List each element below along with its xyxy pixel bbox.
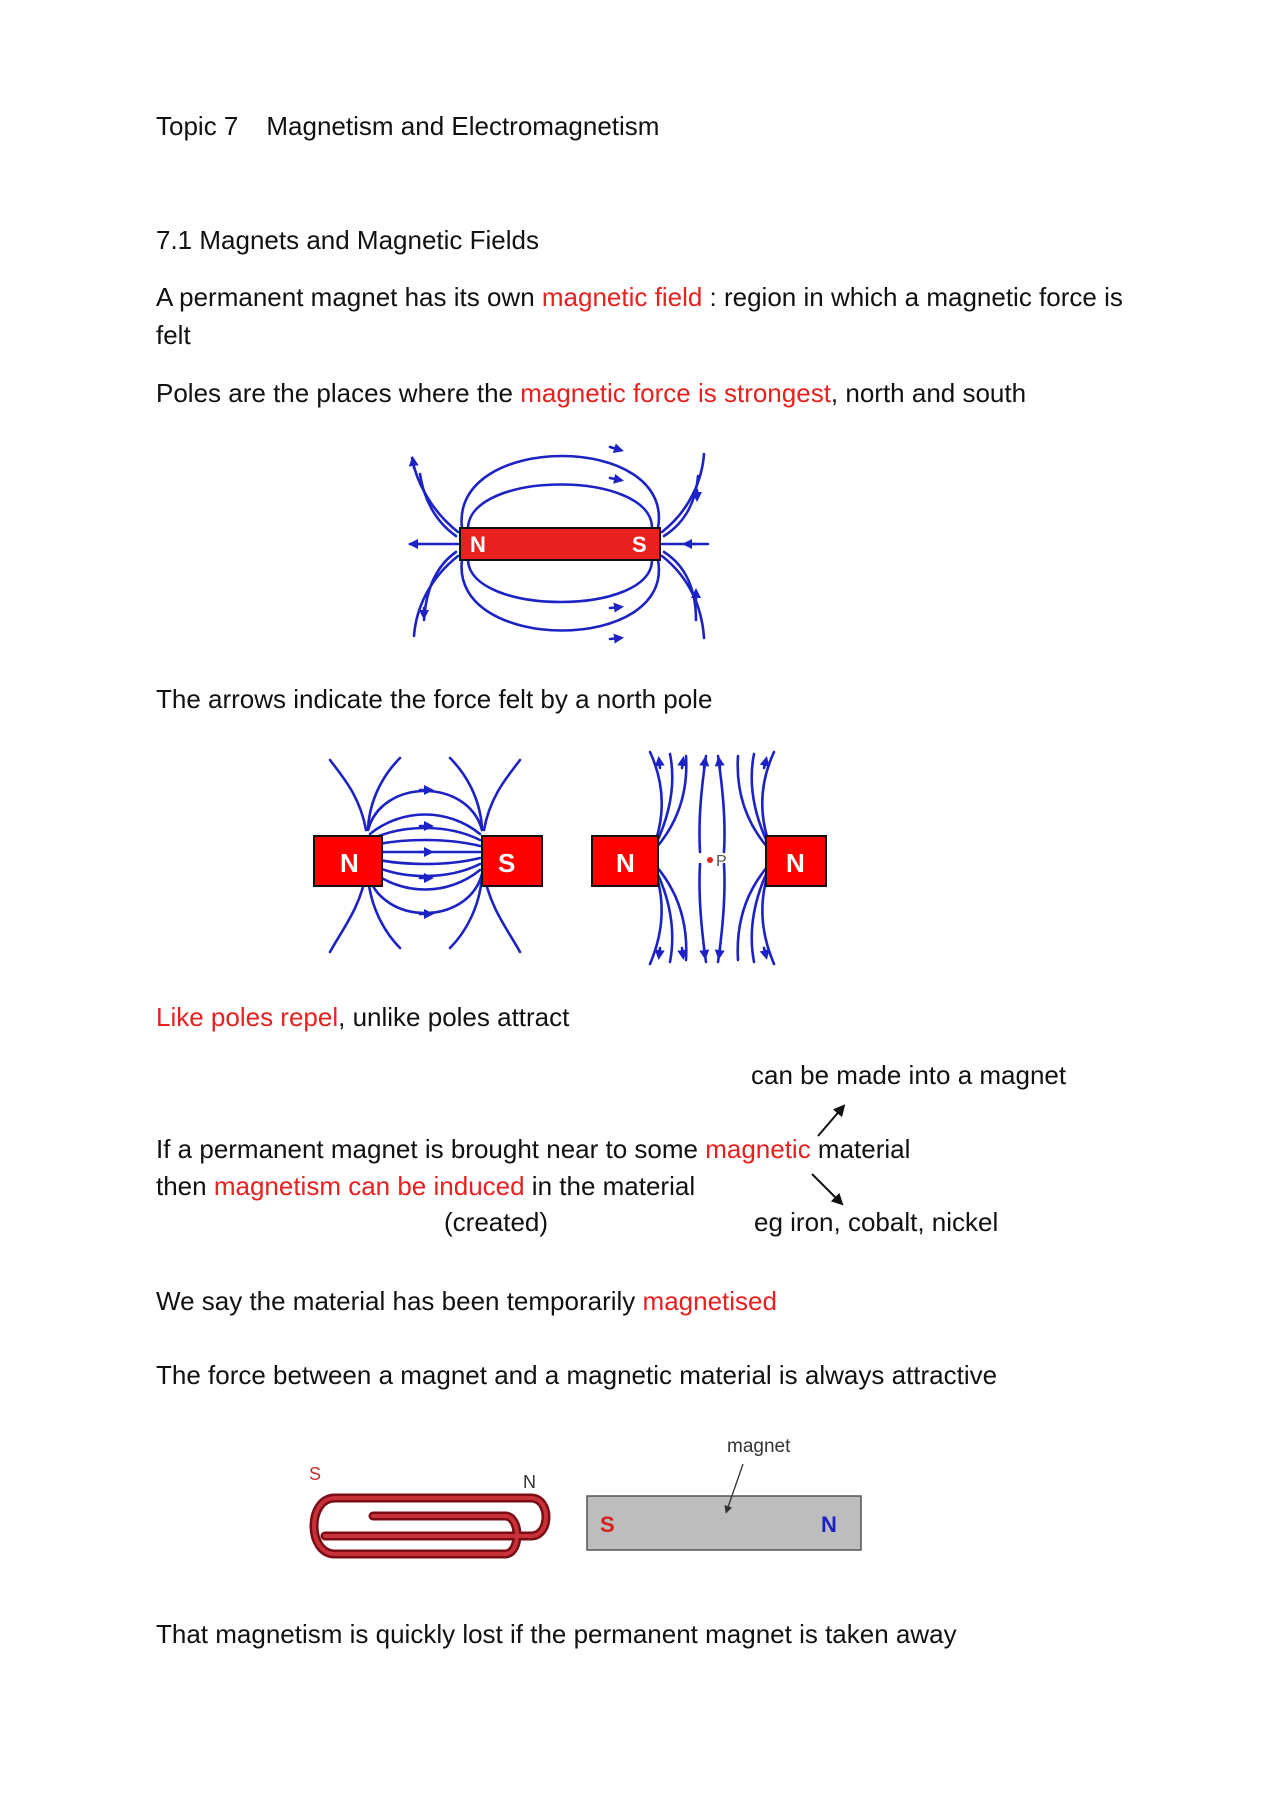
topic-number: Topic 7	[156, 111, 239, 141]
arrow-down-right	[812, 1174, 840, 1202]
clip-south-label: S	[309, 1464, 322, 1484]
paragraph-magnetic-field	[156, 278, 1123, 316]
attraction-north-label: N	[340, 848, 359, 878]
paragraph-induced-1	[156, 1130, 910, 1168]
note-created: (created)	[444, 1207, 549, 1237]
magnet-north-label: N	[470, 532, 486, 557]
topic-title: Magnetism and Electromagnetism	[266, 111, 660, 141]
induced-highlight: magnetism can be induced	[213, 1171, 525, 1201]
like-poles-text: , unlike poles attract	[338, 1002, 570, 1032]
attraction-diagram	[312, 748, 552, 978]
bar-magnet	[460, 528, 660, 560]
paragraph-attractive: The force between a magnet and a magnetic material is always attractive	[156, 1360, 998, 1390]
section-title: 7.1 Magnets and Magnetic Fields	[156, 225, 539, 255]
magnet-caption: magnet	[727, 1436, 791, 1457]
magnet-south-label: S	[632, 532, 647, 557]
magnetised-text: We say the material has been temporarily	[156, 1286, 643, 1316]
induced-text-a: If a permanent magnet is brought near to some	[156, 1134, 706, 1164]
repulsion-north-label-b: N	[786, 848, 805, 878]
paragraph-induced-2	[156, 1167, 695, 1205]
note-can-be-magnet: can be made into a magnet	[751, 1060, 1067, 1090]
paragraph-arrows: The arrows indicate the force felt by a north pole	[156, 684, 713, 714]
attraction-south-label: S	[498, 848, 516, 878]
magnetised-highlight: magnetised	[642, 1286, 777, 1316]
para2-highlight: magnetic force is strongest	[520, 378, 831, 408]
like-poles-highlight: Like poles repel	[156, 1002, 339, 1032]
para2-text-c: , north and south	[830, 378, 1027, 408]
para1-text-c: : region in which a magnetic force is	[702, 282, 1123, 312]
induced-text-c: material	[810, 1134, 911, 1164]
paragraph-like-poles	[156, 998, 569, 1036]
clip-north-label: N	[523, 1472, 536, 1492]
induced-then: then	[156, 1171, 214, 1201]
repulsion-north-label-a: N	[616, 848, 635, 878]
grey-bar-magnet	[587, 1496, 861, 1550]
para1-highlight: magnetic field	[541, 282, 703, 312]
bar-magnet-field-diagram	[390, 440, 730, 650]
induced-text-end: in the material	[524, 1171, 696, 1201]
note-examples: eg iron, cobalt, nickel	[754, 1207, 999, 1237]
topic-heading	[156, 107, 659, 145]
paragraph-magnetic-field-cont: felt	[156, 320, 191, 350]
induced-magnetic-highlight: magnetic	[705, 1134, 811, 1164]
paragraph-poles	[156, 374, 1026, 412]
point-p-label: P	[716, 853, 727, 870]
paragraph-magnetised	[156, 1282, 777, 1320]
paperclip	[314, 1498, 546, 1554]
grey-magnet-south: S	[600, 1512, 615, 1537]
para1-text-a: A permanent magnet has its own	[156, 282, 542, 312]
repulsion-diagram	[590, 748, 830, 978]
para2-text-a: Poles are the places where the	[156, 378, 521, 408]
grey-magnet-north: N	[821, 1512, 837, 1537]
point-p-marker	[707, 857, 713, 863]
paragraph-lost: That magnetism is quickly lost if the permanent magnet is taken away	[156, 1619, 957, 1649]
paperclip-magnet-diagram	[295, 1430, 875, 1580]
